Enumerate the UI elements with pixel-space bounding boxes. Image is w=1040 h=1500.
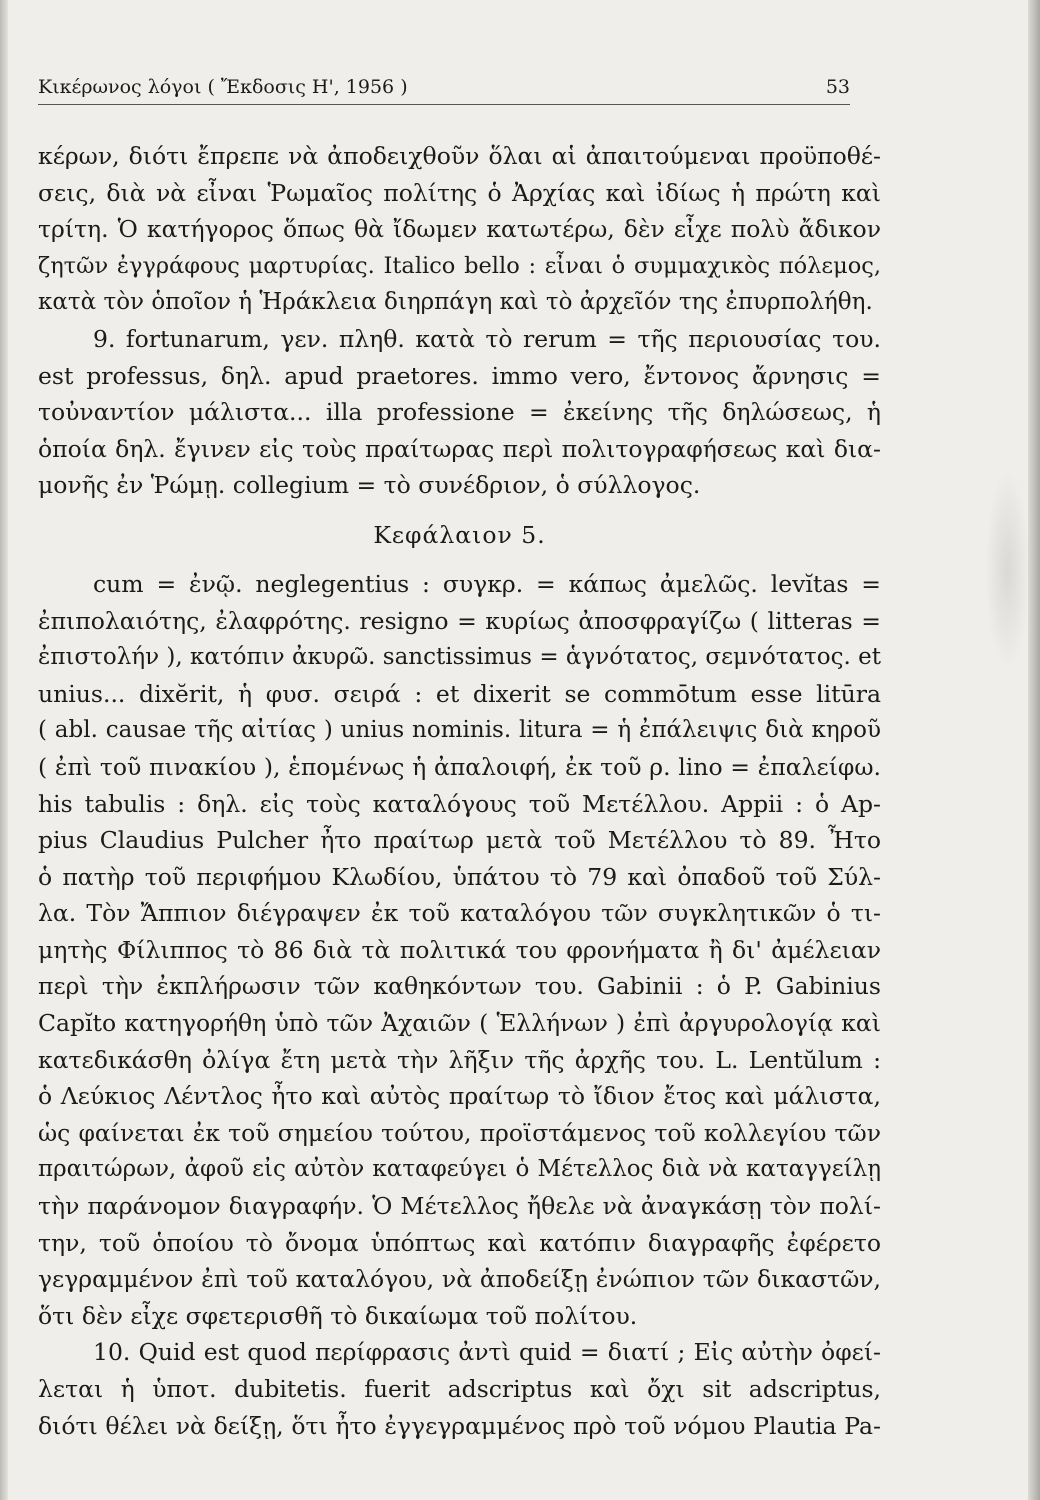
- text-line: ( ἐπὶ τοῦ πινακίου ), ἑπομένως ἡ ἀπαλοιφή, ἐκ τοῦ ρ. lino = ἐπαλείφω.: [38, 752, 881, 781]
- text-line: his tabulis : δηλ. εἰς τοὺς καταλόγους τοῦ Μετέλλου. Appii : ὁ Ap-: [38, 789, 881, 818]
- text-line: κατὰ τὸν ὁποῖον ἡ Ἡράκλεια διηρπάγη καὶ τὸ ἀρχεῖόν της ἐπυρπολήθη.: [38, 289, 873, 316]
- text-line: κέρων, διότι ἔπρεπε νὰ ἀποδειχθοῦν ὅλαι αἱ ἀπαιτούμεναι προϋποθέ-: [38, 142, 881, 170]
- text-line: unius... dixĕrit, ἡ φυσ. σειρά : et dixerit se commōtum esse litūra: [38, 679, 881, 708]
- text-line: ὁ πατὴρ τοῦ περιφήμου Κλωδίου, ὑπάτου τὸ 79 καὶ ὀπαδοῦ τοῦ Σύλ-: [38, 862, 881, 891]
- text-line: ζητῶν ἐγγράφους μαρτυρίας. Italico bello : εἶναι ὁ συμμαχικὸς πόλεμος,: [38, 252, 881, 279]
- paragraph-1: [38, 138, 881, 321]
- text-line: est professus, δηλ. apud praetores. immo vero, ἔντονος ἄρνησις =: [38, 361, 881, 390]
- text-line: περὶ τὴν ἐκπλήρωσιν τῶν καθηκόντων του. Gabinii : ὁ P. Gabinius: [38, 972, 881, 1001]
- text-line: τοὐναντίον μάλιστα... illa professione = ἐκείνης τῆς δηλώσεως, ἡ: [38, 398, 881, 427]
- text-line: ὡς φαίνεται ἐκ τοῦ σημείου τούτου, προϊστάμενος τοῦ κολλεγίου τῶν: [38, 1118, 881, 1147]
- text-line: γεγραμμένον ἐπὶ τοῦ καταλόγου, νὰ ἀποδείξῃ ἐνώπιον τῶν δικαστῶν,: [38, 1265, 881, 1294]
- text-line: μονῆς ἐν Ῥώμῃ. collegium = τὸ συνέδριον, ὁ σύλλογος.: [38, 471, 701, 500]
- text-line: ἐπιπολαιότης, ἐλαφρότης. resigno = κυρίως ἀποσφραγίζω ( litteras =: [38, 606, 881, 635]
- text-line: 10. Quid est quod περίφρασις ἀντὶ quid = διατί ; Εἰς αὐτὴν ὀφεί-: [93, 1338, 881, 1367]
- page-left-edge: [0, 0, 8, 1500]
- text-line: ὁποία δηλ. ἔγινεν εἰς τοὺς πραίτωρας περὶ πολιτογραφήσεως καὶ δια-: [38, 434, 881, 463]
- text-line: ὅτι δὲν εἶχε σφετερισθῆ τὸ δικαίωμα τοῦ πολίτου.: [38, 1301, 638, 1330]
- chapter-heading: Κεφάλαιον 5.: [373, 520, 546, 549]
- text-line: ( abl. causae τῆς αἰτίας ) unius nominis. litura = ἡ ἐπάλειψις διὰ κηροῦ: [38, 717, 881, 744]
- paragraph-4: [38, 1334, 881, 1444]
- page-right-edge: [1028, 0, 1040, 1500]
- text-line: pius Claudius Pulcher ἦτο πραίτωρ μετὰ τοῦ Μετέλλου τὸ 89. Ἦτο: [38, 826, 881, 855]
- text-line: Capĭto κατηγορήθη ὑπὸ τῶν Ἀχαιῶν ( Ἑλλήνων ) ἐπὶ ἀργυρολογίᾳ καὶ: [38, 1009, 881, 1038]
- bleed-through-smudge: [985, 470, 1030, 670]
- text-line: σεις, διὰ νὰ εἶναι Ῥωμαῖος πολίτης ὁ Ἀρχίας καὶ ἰδίως ἡ πρώτη καὶ: [38, 178, 881, 207]
- text-line: κατεδικάσθη ὀλίγα ἔτη μετὰ τὴν λῆξιν τῆς ἀρχῆς του. L. Lentŭlum :: [38, 1045, 881, 1074]
- text-line: ὁ Λεύκιος Λέντλος ἦτο καὶ αὐτὸς πραίτωρ τὸ ἴδιον ἔτος καὶ μάλιστα,: [38, 1082, 881, 1111]
- text-line: τρίτη. Ὁ κατήγορος ὅπως θὰ ἴδωμεν κατωτέρω, δὲν εἶχε πολὺ ἄδικον: [38, 215, 881, 244]
- paragraph-3: [38, 566, 881, 1334]
- text-line: 9. fortunarum, γεν. πληθ. κατὰ τὸ rerum = τῆς περιουσίας του.: [93, 324, 881, 353]
- text-line: cum = ἐνῷ. neglegentius : συγκρ. = κάπως ἀμελῶς. levĭtas =: [93, 569, 881, 598]
- text-line: λεται ἡ ὑποτ. dubitetis. fuerit adscriptus καὶ ὄχι sit adscriptus,: [38, 1375, 881, 1403]
- main-text: [38, 138, 881, 1444]
- text-line: τὴν παράνομον διαγραφήν. Ὁ Μέτελλος ἤθελε νὰ ἀναγκάσῃ τὸν πολί-: [38, 1192, 881, 1221]
- text-line: ἐπιστολήν ), κατόπιν ἀκυρῶ. sanctissimus = ἁγνότατος, σεμνότατος. et: [38, 644, 881, 671]
- text-line: την, τοῦ ὁποίου τὸ ὄνομα ὑπόπτως καὶ κατόπιν διαγραφῆς ἐφέρετο: [38, 1228, 881, 1257]
- text-line: πραιτώρων, ἀφοῦ εἰς αὐτὸν καταφεύγει ὁ Μέτελλος διὰ νὰ καταγγείλῃ: [38, 1156, 881, 1183]
- text-line: μητὴς Φίλιππος τὸ 86 διὰ τὰ πολιτικά του φρονήματα ἢ δι' ἀμέλειαν: [38, 935, 881, 964]
- page-number: 53: [825, 76, 850, 98]
- text-line: λα. Τὸν Ἄππιον διέγραψεν ἐκ τοῦ καταλόγου τῶν συγκλητικῶν ὁ τι-: [38, 899, 881, 928]
- running-header: [38, 74, 850, 105]
- running-title: Κικέρωνος λόγοι ( Ἔκδοσις Η', 1956 ): [38, 76, 408, 98]
- text-line: διότι θέλει νὰ δείξῃ, ὅτι ἦτο ἐγγεγραμμένος πρὸ τοῦ νόμου Plautia Pa-: [38, 1411, 881, 1440]
- paragraph-2: [38, 321, 881, 504]
